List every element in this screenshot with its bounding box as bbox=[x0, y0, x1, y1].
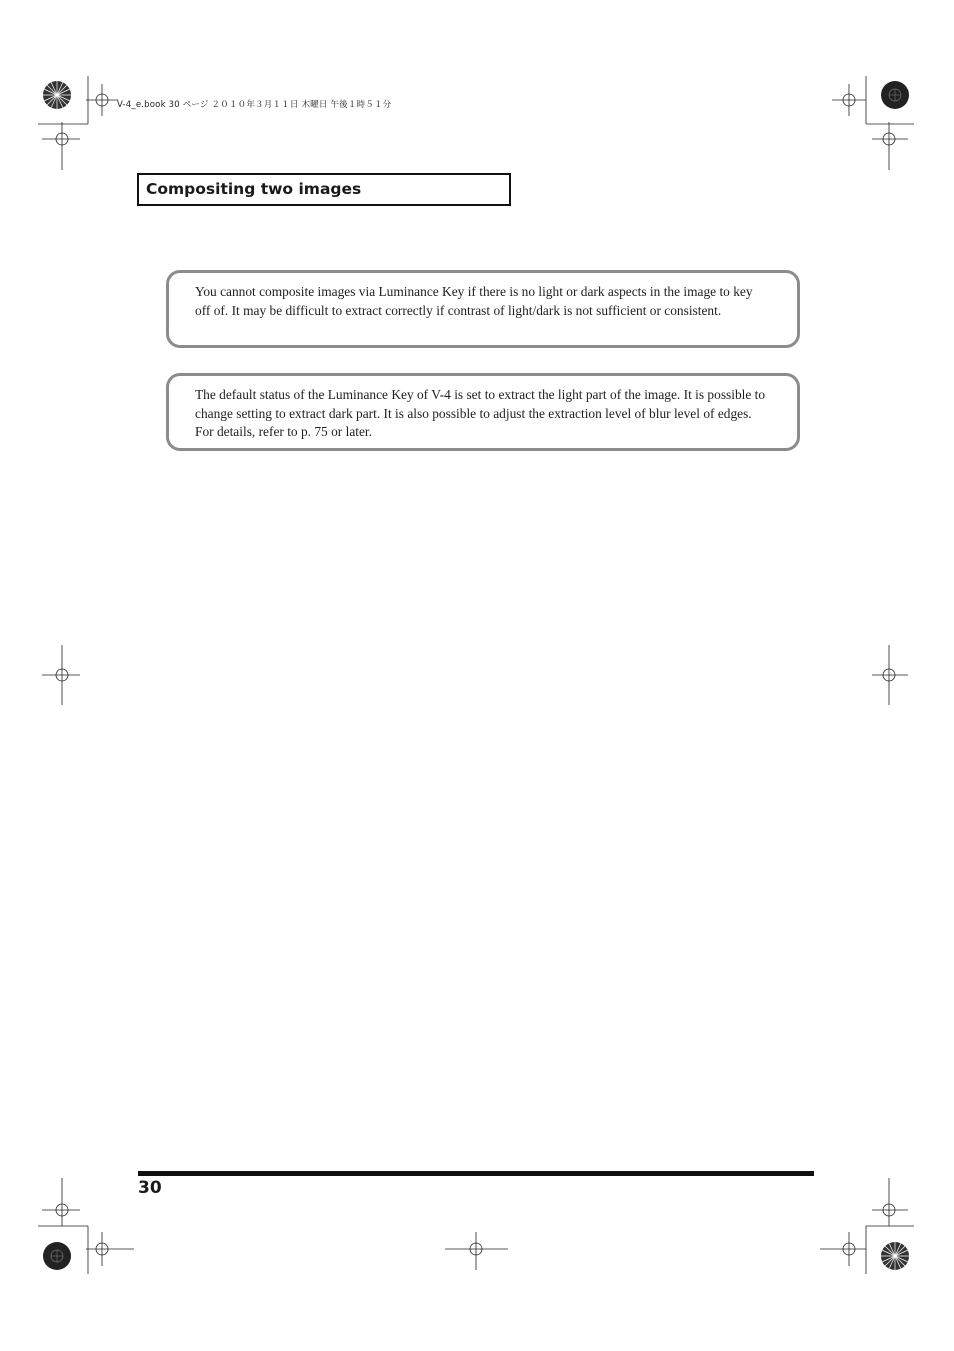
note-text: The default status of the Luminance Key of V-4 is set to extract the light part of the image. It is possible to change setting to extract dark part. It is also possible to adjust the extraction level of blur level of edges. For details, refer to p. 75 or later. bbox=[195, 387, 766, 440]
dot-target-icon bbox=[43, 1242, 71, 1270]
crosshair-icon bbox=[42, 122, 80, 170]
print-header-meta: V-4_e.book 30 ページ ２０１０年３月１１日 木曜日 午後１時５１分 bbox=[117, 100, 392, 110]
crosshair-icon bbox=[872, 1178, 908, 1226]
star-target-icon bbox=[43, 81, 71, 109]
crosshair-icon bbox=[86, 1232, 134, 1266]
crosshair-icon bbox=[42, 645, 80, 705]
crosshair-icon bbox=[445, 1232, 508, 1270]
crosshair-icon bbox=[832, 84, 866, 116]
crosshair-icon bbox=[820, 1232, 866, 1266]
crosshair-icon bbox=[872, 122, 908, 170]
section-title: Compositing two images bbox=[137, 173, 511, 206]
note-box bbox=[166, 373, 800, 451]
star-target-icon bbox=[881, 1242, 909, 1270]
footer-rule bbox=[138, 1171, 814, 1176]
dot-target-icon bbox=[881, 81, 909, 109]
crosshair-icon bbox=[86, 84, 118, 116]
page-number: 30 bbox=[138, 1178, 162, 1198]
crosshair-icon bbox=[42, 1178, 80, 1226]
crosshair-icon bbox=[872, 645, 908, 705]
note-box bbox=[166, 270, 800, 348]
note-text: You cannot composite images via Luminance Key if there is no light or dark aspects in the image to key off of. It may be difficult to extract correctly if contrast of light/dark is not sufficient or consistent. bbox=[195, 284, 753, 318]
